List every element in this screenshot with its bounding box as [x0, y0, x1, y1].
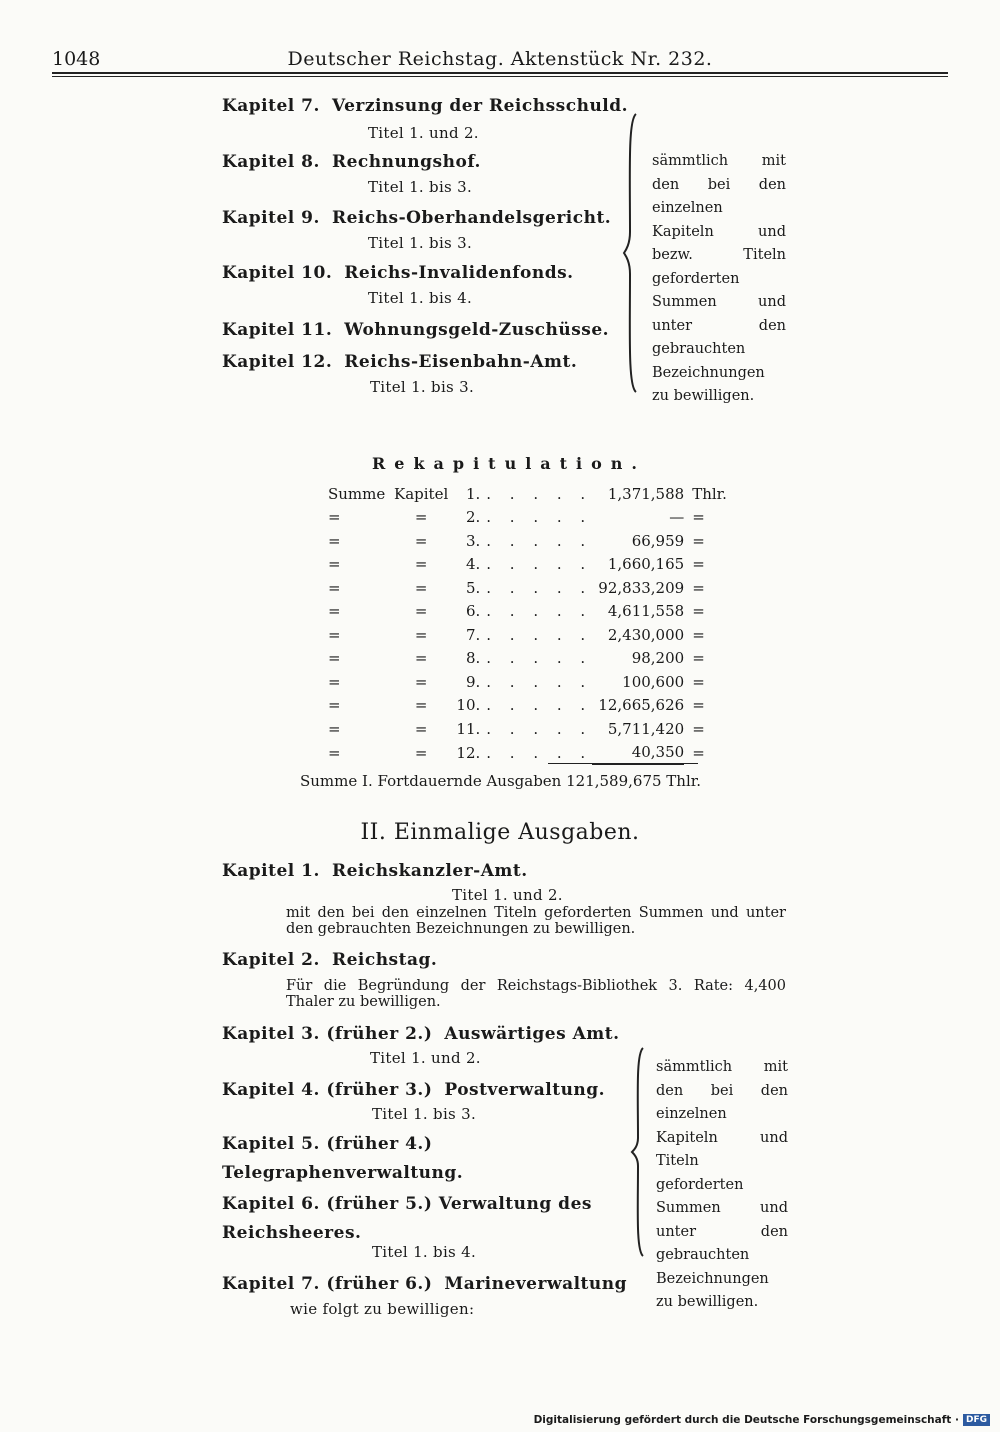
chapter-heading: Kapitel 11. Wohnungsgeld-Zuschüsse.	[222, 320, 610, 340]
recap-chapter-number: 4.	[465, 555, 481, 574]
recap-label: =	[328, 602, 341, 621]
recap-unit: =	[692, 508, 705, 527]
chapter-text: Für die Begründung der Reichstags-Bibliothek 3. Rate: 4,400 Thaler zu bewilligen.	[286, 978, 786, 1010]
recap-chapter-number: 3.	[465, 531, 481, 550]
recap-leader-dots: . . . . .	[486, 602, 593, 621]
sum-rule	[548, 763, 698, 764]
recap-amount: 40,350	[592, 741, 684, 765]
recap-chapter-number: 12.	[456, 743, 481, 762]
recap-label: Summe	[328, 484, 386, 503]
recap-unit: =	[692, 719, 705, 738]
recap-label: =	[328, 625, 341, 644]
recap-chapter-number: 9.	[465, 672, 481, 691]
recap-chapter-number: 8.	[465, 649, 481, 668]
recap-row	[328, 482, 732, 506]
recap-chapter-number: 10.	[456, 696, 481, 715]
recap-label: =	[328, 578, 341, 597]
page-header	[52, 48, 948, 70]
recap-leader-dots: . . . . .	[486, 578, 593, 597]
chapter-heading: Kapitel 5. (früher 4.) Telegraphenverwaltung.	[222, 1134, 464, 1183]
recap-unit: =	[692, 602, 705, 621]
chapter-titles: Titel 1. und 2.	[370, 1049, 481, 1067]
recap-kapitel: =	[414, 625, 428, 644]
recap-leader-dots: . . . . .	[486, 743, 593, 762]
recap-leader-dots: . . . . .	[486, 672, 593, 691]
recap-row	[328, 623, 732, 647]
chapter-titles: Titel 1. bis 3.	[370, 378, 475, 396]
recap-amount: 100,600	[622, 672, 685, 691]
recap-kapitel: =	[414, 696, 428, 715]
recap-kapitel: =	[414, 508, 428, 527]
recap-kapitel: =	[414, 649, 428, 668]
chapter-titles: Titel 1. bis 4.	[368, 289, 473, 307]
recap-title: Rekapitulation.	[371, 454, 646, 473]
side-note: sämmtlich mit den bei den einzelnen Kapiteln und bezw. Titeln geforderten Summen und unter den gebrauchten Bezeichnungen zu bewilligen.	[652, 153, 786, 404]
chapter-titles: Titel 1. bis 3.	[368, 234, 473, 252]
recap-row	[328, 694, 732, 718]
chapter-heading: Kapitel 2. Reichstag.	[222, 950, 438, 970]
recap-total: Summe I. Fortdauernde Ausgaben 121,589,675 Thlr.	[300, 772, 702, 790]
chapter-titles: Titel 1. bis 4.	[372, 1243, 477, 1261]
recap-row	[328, 717, 732, 741]
recap-unit: =	[692, 531, 705, 550]
chapter-titles: Titel 1. bis 3.	[368, 178, 473, 196]
chapter-heading: Kapitel 4. (früher 3.) Postverwaltung.	[222, 1080, 606, 1100]
recap-leader-dots: . . . . .	[486, 719, 593, 738]
recap-label: =	[328, 508, 341, 527]
recap-kapitel: =	[414, 743, 428, 762]
recap-chapter-number: 5.	[465, 578, 481, 597]
recap-amount: —	[669, 508, 685, 527]
chapter-text: mit den bei den einzelnen Titeln geforderten Summen und unter den gebrauchten Bezeichnungen zu bewilligen.	[286, 905, 786, 937]
recap-amount: 92,833,209	[598, 578, 685, 597]
credit-text: Digitalisierung gefördert durch die Deutsche Forschungsgemeinschaft ·	[533, 1414, 959, 1426]
chapter-heading: Kapitel 6. (früher 5.) Verwaltung des Reichsheeres.	[222, 1194, 592, 1243]
recap-chapter-number: 11.	[456, 719, 481, 738]
recap-amount: 12,665,626	[598, 696, 685, 715]
chapter-heading: Kapitel 3. (früher 2.) Auswärtiges Amt.	[222, 1024, 620, 1044]
recap-row	[328, 647, 732, 671]
recap-leader-dots: . . . . .	[486, 625, 593, 644]
recap-kapitel: =	[414, 672, 428, 691]
recap-kapitel: =	[414, 555, 428, 574]
recap-amount: 98,200	[631, 649, 685, 668]
recap-leader-dots: . . . . .	[486, 508, 593, 527]
recap-unit: =	[692, 578, 705, 597]
chapter-text: wie folgt zu bewilligen:	[290, 1300, 475, 1318]
chapter-heading: Kapitel 10. Reichs-Invalidenfonds.	[222, 263, 574, 283]
recap-row	[328, 600, 732, 624]
recap-label: =	[328, 672, 341, 691]
recap-label: =	[328, 555, 341, 574]
page-number: 1048	[52, 48, 101, 70]
recap-leader-dots: . . . . .	[486, 555, 593, 574]
recap-row	[328, 670, 732, 694]
chapter-titles: Titel 1. bis 3.	[372, 1105, 477, 1123]
recap-unit: =	[692, 743, 705, 762]
recap-label: =	[328, 531, 341, 550]
recap-label: =	[328, 696, 341, 715]
section-heading: II. Einmalige Ausgaben.	[360, 820, 640, 845]
chapter-titles: Titel 1. und 2.	[368, 124, 479, 142]
digitization-credit	[534, 1414, 990, 1426]
recap-label: =	[328, 649, 341, 668]
recap-table	[328, 482, 732, 765]
recap-chapter-number: 7.	[465, 625, 481, 644]
chapter-heading: Kapitel 9. Reichs-Oberhandelsgericht.	[222, 208, 612, 228]
curly-brace	[630, 1046, 650, 1258]
recap-chapter-number: 1.	[465, 484, 481, 503]
chapter-heading: Kapitel 7. (früher 6.) Marineverwaltung	[222, 1274, 628, 1294]
recap-chapter-number: 6.	[465, 602, 481, 621]
recap-row	[328, 506, 732, 530]
chapter-heading: Kapitel 8. Rechnungshof.	[222, 152, 481, 172]
recap-kapitel: =	[414, 719, 428, 738]
recap-leader-dots: . . . . .	[486, 649, 593, 668]
recap-unit: =	[692, 696, 705, 715]
recap-kapitel: =	[414, 602, 428, 621]
chapter-heading: Kapitel 1. Reichskanzler-Amt.	[222, 861, 528, 881]
recap-unit: =	[692, 649, 705, 668]
recap-amount: 2,430,000	[607, 625, 685, 644]
recap-row	[328, 576, 732, 600]
recap-row	[328, 529, 732, 553]
recap-amount: 4,611,558	[607, 602, 685, 621]
recap-chapter-number: 2.	[465, 508, 481, 527]
recap-label: =	[328, 719, 341, 738]
recap-kapitel: Kapitel	[394, 484, 449, 503]
recap-unit: =	[692, 625, 705, 644]
chapter-heading: Kapitel 12. Reichs-Eisenbahn-Amt.	[222, 352, 578, 372]
recap-leader-dots: . . . . .	[486, 531, 593, 550]
recap-amount: 5,711,420	[607, 719, 685, 738]
recap-amount: 1,371,588	[607, 484, 685, 503]
chapter-heading: Kapitel 7. Verzinsung der Reichsschuld.	[222, 96, 629, 116]
recap-amount: 1,660,165	[607, 555, 685, 574]
recap-leader-dots: . . . . .	[486, 484, 593, 503]
recap-kapitel: =	[414, 578, 428, 597]
side-note: sämmtlich mit den bei den einzelnen Kapiteln und Titeln geforderten Summen und unter den gebrauchten Bezeichnungen zu bewilligen.	[656, 1059, 788, 1310]
recap-label: =	[328, 743, 341, 762]
recap-row	[328, 741, 732, 765]
recap-kapitel: =	[414, 531, 428, 550]
chapter-titles: Titel 1. und 2.	[452, 886, 563, 904]
recap-leader-dots: . . . . .	[486, 696, 593, 715]
recap-unit: Thlr.	[692, 484, 727, 503]
recap-amount: 66,959	[631, 531, 685, 550]
recap-unit: =	[692, 555, 705, 574]
header-rule-thick	[52, 72, 948, 74]
running-title: Deutscher Reichstag. Aktenstück Nr. 232.	[287, 48, 713, 70]
dfg-logo: DFG	[963, 1414, 990, 1426]
recap-unit: =	[692, 672, 705, 691]
header-rule-thin	[52, 76, 948, 77]
curly-brace	[622, 112, 644, 394]
recap-row	[328, 553, 732, 577]
